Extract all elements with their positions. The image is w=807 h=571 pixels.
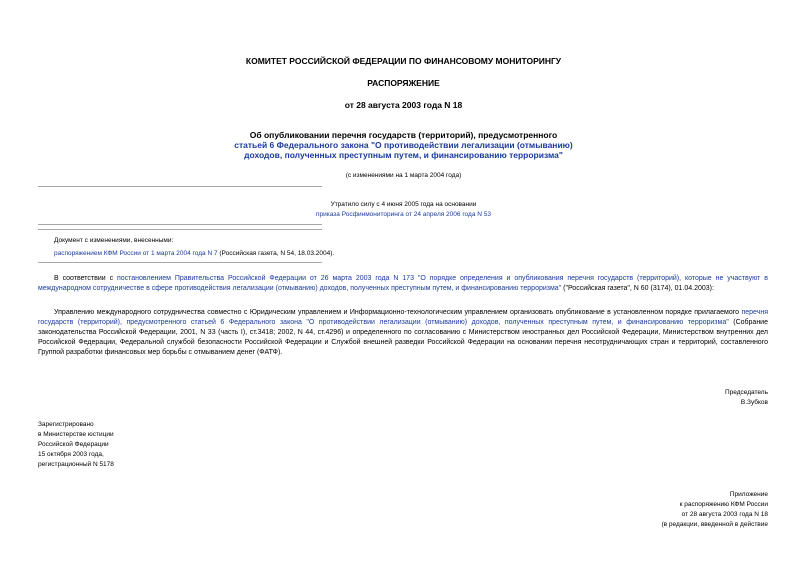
changes-label: Документ с изменениями, внесенными: [54,237,174,244]
registration-block [38,420,114,470]
appendix-line: (в редакции, введенной в действие [661,521,768,528]
title-link-line-2[interactable]: статьей 6 Федерального закона "О противодействии легализации (отмыванию) [234,140,573,150]
signature-name: В.Зубков [740,399,768,406]
registration-line: в Министерстве юстиции [38,431,114,438]
divider [38,229,322,230]
states-list-link[interactable]: перечня государств (территорий), предусмотренного статьей 6 Федерального закона "О противодействии легализации (отмыванию) доходов, полученных преступным путем, и финансированию терроризма" [38,309,768,326]
registration-line: регистрационный N 5178 [38,461,114,468]
appendix-block [568,490,768,530]
paragraph-1-source: ("Российская газета", N 60 (3174), 01.04.2003): [561,285,714,292]
changes-source: (Российская газета, N 54, 18.03.2004). [217,250,335,257]
committee-heading: КОМИТЕТ РОССИЙСКОЙ ФЕДЕРАЦИИ ПО ФИНАНСОВОМУ МОНИТОРИНГУ [245,56,562,66]
government-decree-link[interactable]: постановлением Правительства Российской Федерации от 26 марта 2003 года N 173 "О порядке определения и опубликования перечня государств (территорий), которые не участвуют в международном сотрудничестве в сфере противодействия легализации (отмыванию) доходов, полученных преступным путем, и финансированию терроризма" [38,275,768,292]
lapsed-text: Утратило силу с 4 июня 2005 года на основании [330,201,477,208]
title-line-1: Об опубликовании перечня государств (территорий), предусмотренного [249,130,558,140]
date-number-heading: от 28 августа 2003 года N 18 [344,100,463,110]
amended-note: (с изменениями на 1 марта 2004 года) [345,172,462,179]
divider [38,262,322,263]
divider [38,224,322,225]
signature-block [600,388,768,408]
divider [38,186,322,187]
appendix-line: Приложение [729,491,768,498]
paragraph-2-rest: (Собрание законодательства Российской Федерации, 2001, N 33 (часть I), ст.3418; 2002, N 44, ст.4296) и определенного по согласованию с Министерством иностранных дел Российской Федерации, Министерством внутренних дел Российской Федерации, Федеральной службой безопасности Российской Федерации и Службой внешней разведки Российской Федерации на основании перечня несотрудничающих стран и территорий, составленного Группой разработки финансовых мер борьбы с отмыванием денег (ФАТФ). [38,319,768,356]
registration-line: 15 октября 2003 года, [38,451,104,458]
document-title [0,130,807,160]
registration-line: Российской Федерации [38,441,109,448]
registration-line: Зарегистрировано [38,421,94,428]
paragraph-1 [38,274,768,294]
paragraph-2-text: Управлению международного сотрудничества совместно с Юридическим управлением и Информационно-технологическим управлением организовать опубликование в установленном порядке прилагаемого [54,309,742,316]
changes-block [54,236,334,259]
doc-type-heading: РАСПОРЯЖЕНИЕ [367,78,440,88]
paragraph-2 [38,308,768,358]
appendix-line: от 28 августа 2003 года N 18 [681,511,768,518]
appendix-line: к распоряжению КФМ России [679,501,768,508]
lapsed-order-link[interactable]: приказа Росфинмониторинга от 24 апреля 2006 года N 53 [316,211,491,218]
signature-role: Председатель [724,389,768,396]
changes-link[interactable]: распоряжением КФМ России от 1 марта 2004 года N 7 [54,250,218,257]
lapsed-notice [0,200,807,220]
title-link-line-3[interactable]: доходов, полученных преступным путем, и финансированию терроризма" [244,150,563,160]
paragraph-1-text: В соответствии с [54,275,117,282]
